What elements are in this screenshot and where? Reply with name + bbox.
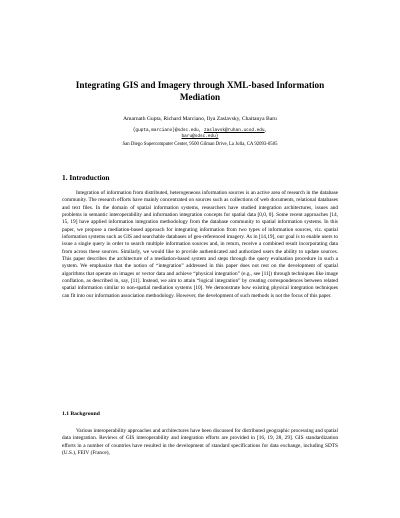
email-group: {gupta,marciano}@sdsc.edu, <box>132 128 204 133</box>
author-emails <box>60 128 340 141</box>
email-link-baru[interactable]: baru@sdsc.edu} <box>181 134 219 140</box>
introduction-paragraph: Integration of information from distributed, heterogeneous information sources is an active area of research in the database community. The research efforts have mainly concentrated on sources such as collections of web documents, relational databases and text files. In the domain of spatial information systems, researchers have studied integration architectures, issues and problems in semantic interoperability and information integration concepts for spatial data [0,0, 0]. Some recent approaches [14, 15, 19] have applied information integration methodology from the database community to spatial information systems. In this paper, we propose a mediation-based approach for integrating information from two types of information sources, viz. spatial information systems such as GIS and searchable databases of geo-referenced imagery. As in [14,19], our goal is to enable users to issue a single query in order to search multiple information sources and, in return, receive a combined result incorporating data from across these sources. Similarly, we would like to provide authenticated and authorized users the ability to update sources. This paper describes the architecture of a mediation-based system and steps through the query evaluation procedure in such a system. We emphasize that the notion of “integration” addressed in this paper does not rest on the development of spatial algorithms that operate on images or vector data and achieve “physical integration” (e.g., see [11]) through techniques like image conflation, as described in, say, [11]. Instead, we aim to attain “logical integration” by creating correspondences between related spatial information similar to non-spatial mediation systems [10]. We demonstrate how existing physical integration techniques can fit into our information association methodology. However, the development of such methods is not the focus of this paper. <box>62 190 338 299</box>
background-body <box>62 428 338 457</box>
paper-title: Integrating GIS and Imagery through XML-based Information Mediation <box>75 80 325 102</box>
email-separator: , <box>264 128 268 133</box>
author-list: Amarnath Gupta, Richard Marciano, Ilya Zaslavsky, Chaitanya Baru <box>123 116 277 122</box>
introduction-body <box>62 190 338 300</box>
affiliation: San Diego Supercomputer Center, 9500 Gilman Drive, La Jolla, CA 92093-0505 <box>122 142 278 147</box>
background-paragraph: Various interoperability approaches and architectures have been discussed for distributed geographic processing and spatial data integration. Reviews of GIS interoperability and integration efforts are provided in [16, 19, 28, 29]. GIS standardization efforts in a number of countries have resulted in the development of standard specifications for data exchange, including SDTS (U.S.), FEIV (France), <box>62 428 338 457</box>
subsection-heading-background: 1.1 Background <box>62 411 100 417</box>
section-heading-introduction: 1. Introduction <box>62 173 110 182</box>
email-link-zaslavsk[interactable]: zaslavsk@ruhan.ucsd.edu <box>203 128 265 133</box>
